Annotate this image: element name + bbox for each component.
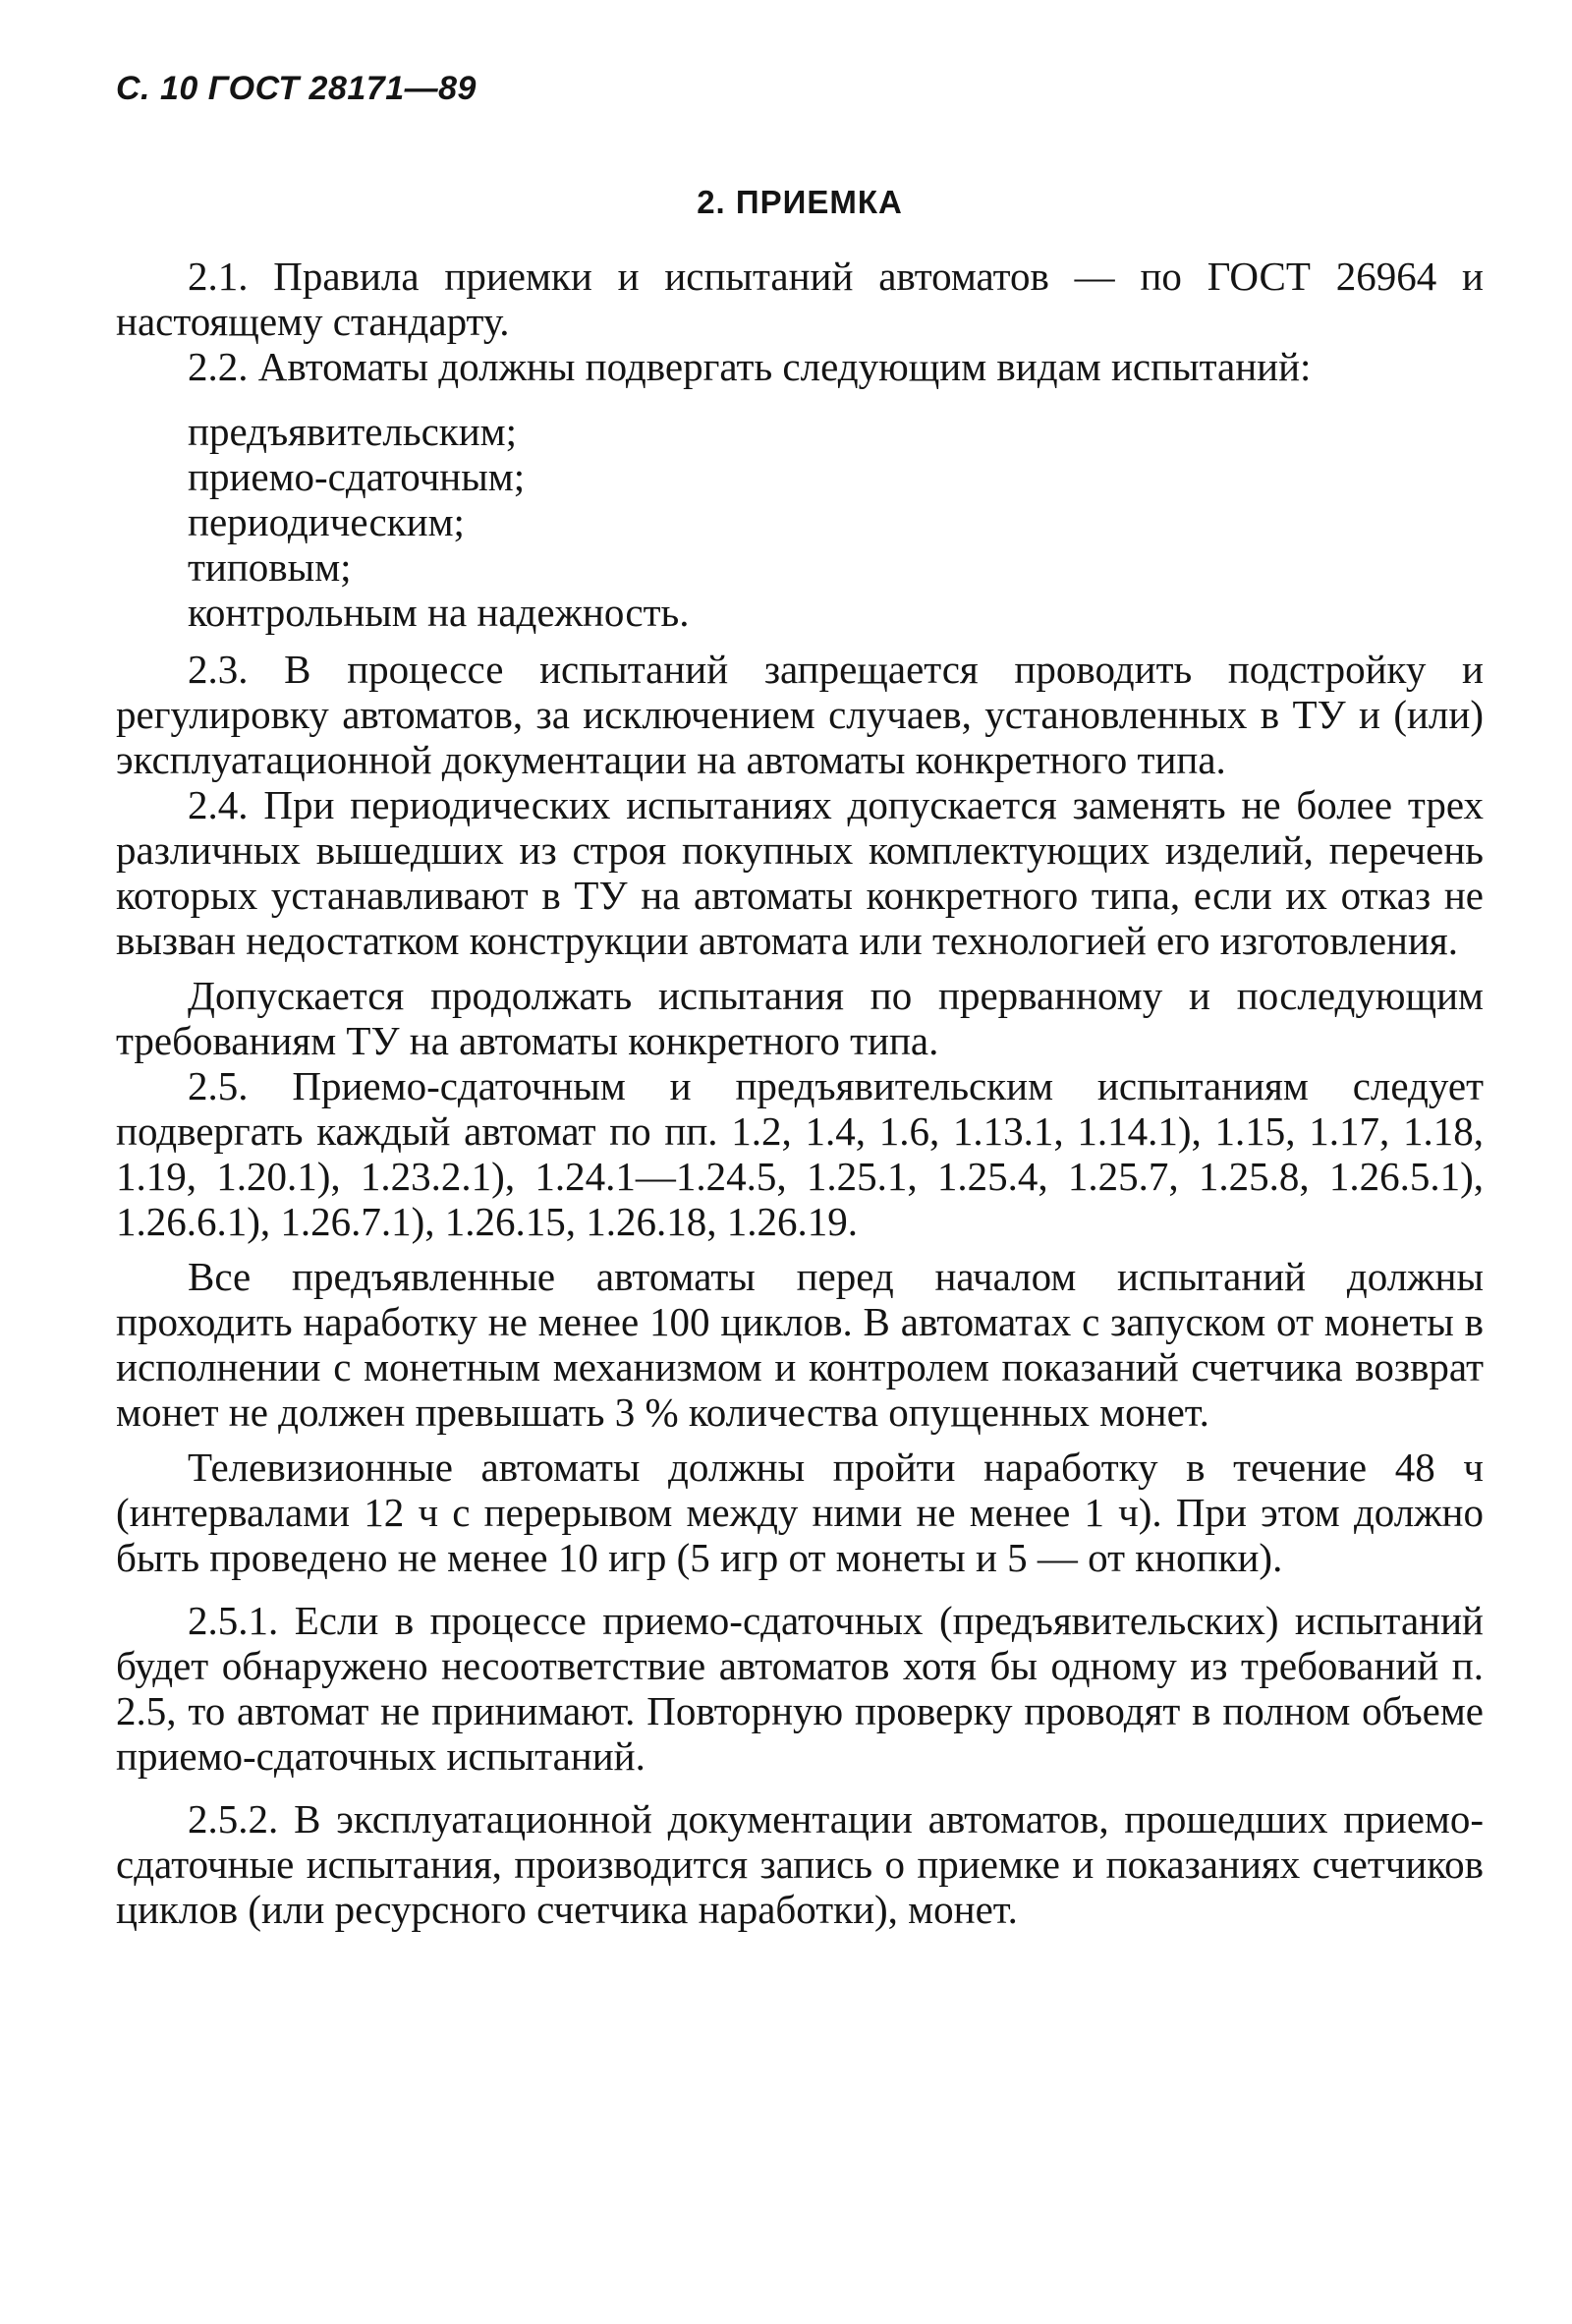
paragraph-2-5-run-in: Все предъявленные автоматы перед началом испытаний должны проходить наработку не менее 100 циклов. В автоматах с запуском от монеты в исполнении с монетным механизмом и контролем показаний счетчика возврат монет не должен превышать 3 % количества опущенных монет. [116,1254,1484,1435]
paragraph-2-2: 2.2. Автоматы должны подвергать следующим видам испытаний: [188,344,1312,389]
paragraph-2-1: 2.1. Правила приемки и испытаний автоматов — по ГОСТ 26964 и настоящему стандарту. [116,254,1484,344]
document-page [116,69,1484,1932]
list-item: приемо-сдаточным; [188,454,526,499]
section-title: 2. ПРИЕМКА [697,184,903,220]
paragraph-2-3: 2.3. В процессе испытаний запрещается проводить подстройку и регулировку автоматов, за исключением случаев, установленных в ТУ и (или) эксплуатационной документации на автоматы конкретного типа. [116,647,1484,782]
list-item: контрольным на надежность. [188,590,690,635]
paragraph-2-5-1: 2.5.1. Если в процессе приемо-сдаточных (предъявительских) испытаний будет обнаружено несоответствие автоматов хотя бы одному из требований п. 2.5, то автомат не принимают. Повторную проверку проводят в полном объеме приемо-сдаточных испытаний. [116,1598,1484,1779]
list-item: периодическим; [188,499,465,544]
paragraph-2-5-television: Телевизионные автоматы должны пройти наработку в течение 48 ч (интервалами 12 ч с перерывом между ними не менее 1 ч). При этом должно быть проведено не менее 10 игр (5 игр от монеты и 5 — от кнопки). [116,1445,1484,1580]
test-types-list [188,409,1484,635]
paragraph-2-4: 2.4. При периодических испытаниях допускается заменять не более трех различных вышедших из строя покупных комплектующих изделий, перечень которых устанавливают в ТУ на автоматы конкретного типа, если их отказ не вызван недостатком конструкции автомата или технологией его изготовления. [116,782,1484,963]
paragraph-2-4-continued: Допускается продолжать испытания по прерванному и последующим требованиям ТУ на автоматы конкретного типа. [116,973,1484,1063]
running-head: С. 10 ГОСТ 28171—89 [116,70,477,107]
paragraph-2-5-2: 2.5.2. В эксплуатационной документации автоматов, прошедших приемо-сдаточные испытания, производится запись о приемке и показаниях счетчиков циклов (или ресурсного счетчика наработки), монет. [116,1796,1484,1932]
list-item: предъявительским; [188,409,517,454]
paragraph-2-5: 2.5. Приемо-сдаточным и предъявительским испытаниям следует подвергать каждый автомат по пп. 1.2, 1.4, 1.6, 1.13.1, 1.14.1), 1.15, 1.17, 1.18, 1.19, 1.20.1), 1.23.2.1), 1.24.1—1.24.5, 1.25.1, 1.25.4, 1.25.7, 1.25.8, 1.26.5.1), 1.26.6.1), 1.26.7.1), 1.26.15, 1.26.18, 1.26.19. [116,1063,1484,1244]
list-item: типовым; [188,544,352,590]
